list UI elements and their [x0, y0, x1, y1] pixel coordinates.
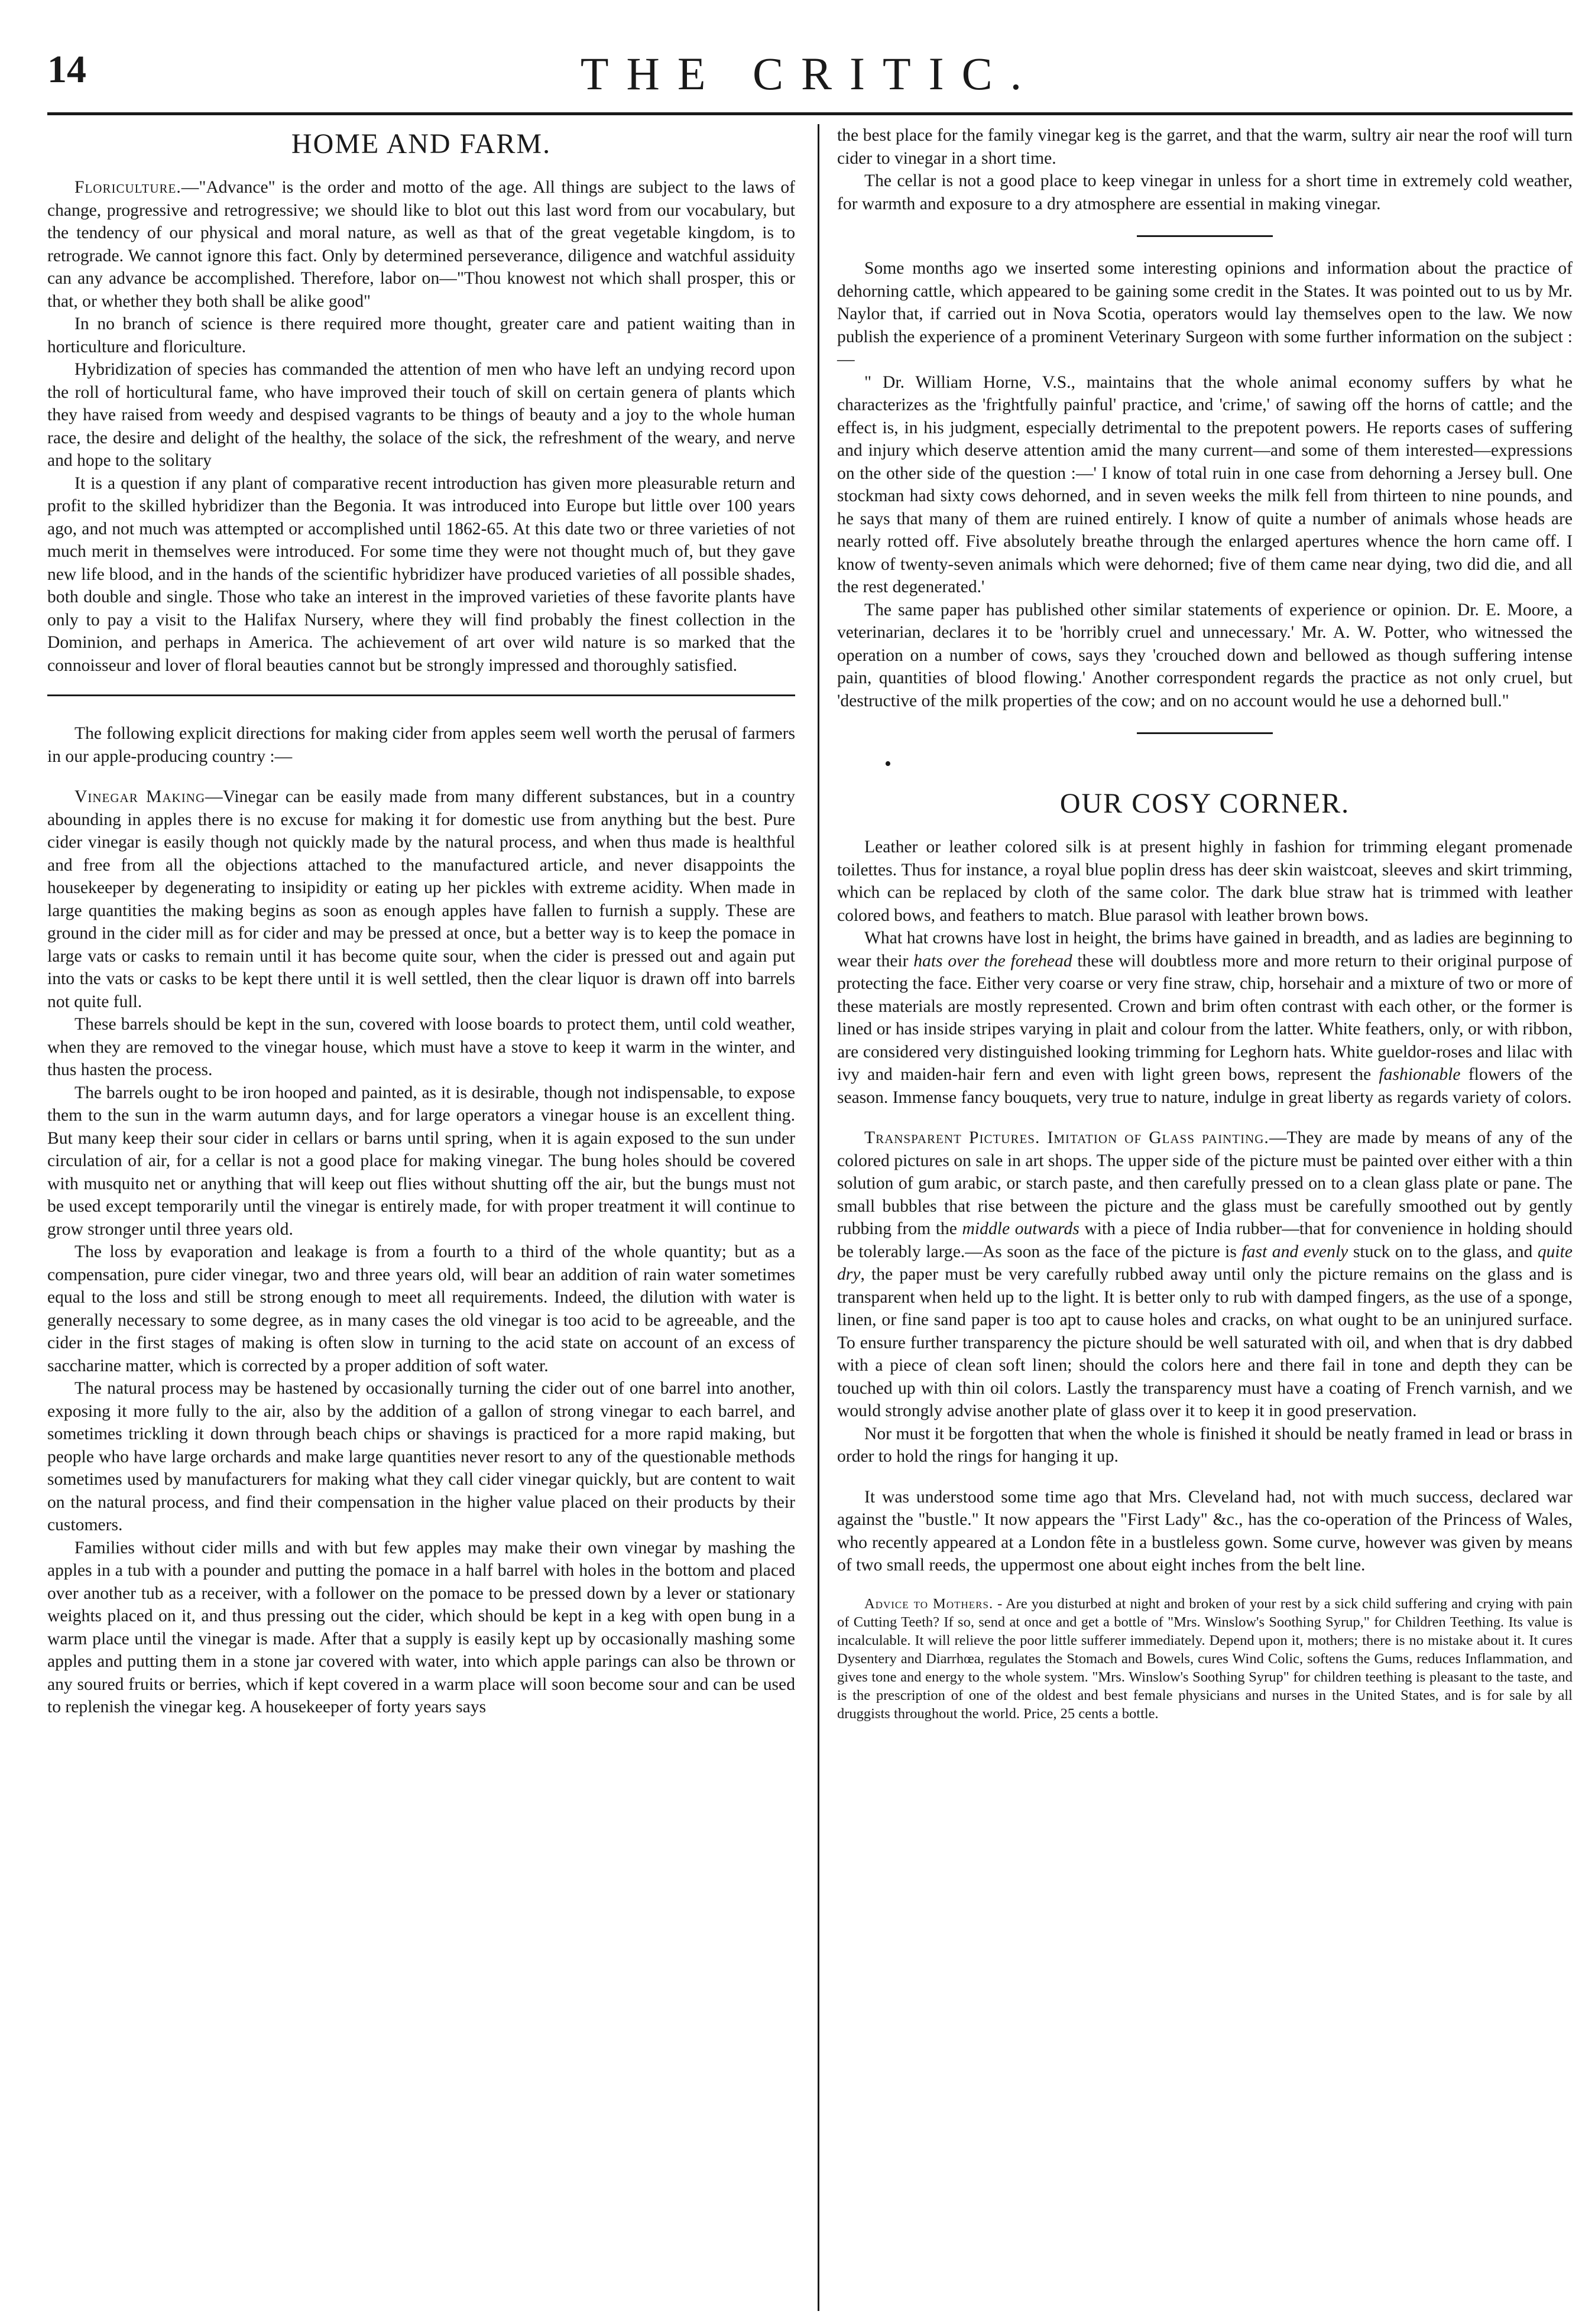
hat-text-b: these will doubtless more and more return to their original purpose of protecting the face. Either very coarse or very fine straw, chip, horsehair and a mixture of two or more of these materials are mostly represented. Crown and brim often contrast with each other, or the former is lined or has inside stripes varying in plait and colour from the latter. White feathers, only, or with ribbon, are considered very distinguished looking trimming for Leghorn hats. White gueldor-roses and lilac with ivy and maiden-hair fern and even with light green bows, represent the	[837, 951, 1573, 1084]
vinegar-families-paragraph: Families without cider mills and with but few apples may make their own vinegar by mashing the apples in a tub with a pounder and putting the pomace in a half barrel with holes in the bottom and placed over another tub as a receiver, with a follower on the pomace to be pressed down by a lever or stationary weights placed on it, and thus pressing out the cider, which should be kept in a keg with open bung in a warm place until the vinegar is made. After that a supply is easily kept up by occasionally mashing some apples and putting them in a stone jar covered with water, into which apple parings can also be thrown or any soured fruits or berries, which if kept covered in a warm place will soon become sour and can be used to replenish the vinegar keg. A housekeeper of forty years says	[47, 1538, 795, 1716]
framing-paragraph: Nor must it be forgotten that when the whole is finished it should be neatly framed in lead or brass in order to hold the rings for hanging it up.	[837, 1424, 1573, 1466]
masthead-title: THE CRITIC.	[580, 48, 1040, 99]
floriculture-text: —"Advance" is the order and motto of the age. All things are subject to the laws of change, progressive and retrogressive; we should like to blot out this last word from our vocabulary, but the tendency of our physical and moral nature, as well as that of the great vegetable kingdom, is to retrograde. We cannot ignore this fact. Only by determined perseverance, diligence and watchful assiduity can any advance be accomplished. Therefore, labor on—"Thou knowest not which shall prosper, this or that, or whether they both shall be alike good"	[47, 178, 795, 311]
hybridization-paragraph: Hybridization of species has commanded the attention of men who have left an undying record upon the roll of horticultural fame, who have improved their touch of skill on certain genera of plants which they have raised from weedy and despised vagrants to be things of beauty and a joy to the whole human race, the desire and delight of the healthy, the solace of the sick, the refreshment of the weary, and nerve and hope to the solitary	[47, 360, 795, 470]
vinegar-barrels-paragraph: These barrels should be kept in the sun, covered with loose boards to protect them, until cold weather, when they are removed to the vinegar house, which must have a stove to keep it warm in the winter, and thus hasten the process.	[47, 1015, 795, 1079]
section-divider	[47, 694, 795, 696]
cosy-corner-heading: OUR COSY CORNER.	[1059, 788, 1350, 819]
transparent-italic-fast: fast and evenly	[1241, 1242, 1348, 1261]
advice-lead: Advice to Mothers.	[864, 1595, 994, 1612]
short-divider	[1137, 235, 1273, 237]
leather-fashion-paragraph: Leather or leather colored silk is at present highly in fashion for trimming elegant promenade toilettes. Thus for instance, a royal blue poplin dress has deer skin waistcoat, sleeves and skirt trimming, which can be replaced by cloth of the same color. The dark blue straw hat is trimmed with leather colored bows, and feathers to match. Blue parasol with leather brown bows.	[837, 838, 1573, 925]
dehorning-intro-paragraph: Some months ago we inserted some interesting opinions and information about the practice of dehorning cattle, which appeared to be gaining some credit in the States. It was pointed out to us by Mr. Naylor that, if carried out in Nova Scotia, operators would lay themselves open to the law. We now publish the experience of a prominent Veterinary Surgeon with some further information on the subject :—	[837, 259, 1573, 369]
cleveland-bustle-paragraph: It was understood some time ago that Mrs. Cleveland had, not with much success, declared war against the "bustle." It now appears the "First Lady" &c., has the co-operation of the Princess of Wales, who recently appeared at a London fête in a bustleless gown. Some curve, however was given by means of two small reeds, the uppermost one about eight inches from the belt line.	[837, 1487, 1573, 1575]
vinegar-natural-process-paragraph: The natural process may be hastened by occasionally turning the cider out of one barrel into another, exposing it more fully to the air, also by the addition of a gallon of strong vinegar to each barrel, and sometimes trickling it down through beach chips or shavings is practiced for a more rapid making, but people who have large orchards and make large quantities never resort to any of the questionable methods sometimes used by manufacturers for making what they call cider vinegar quickly, but are content to wait on the natural process, and find their compensation in the higher value placed on their products by their customers.	[47, 1379, 795, 1534]
vinegar-cellar-paragraph: The cellar is not a good place to keep vinegar in unless for a short time in extremely cold weather, for warmth and exposure to a dry atmosphere are essential in making vinegar.	[837, 171, 1573, 213]
transparent-italic-middle: middle outwards	[962, 1219, 1079, 1238]
hat-italic-fashionable: fashionable	[1379, 1065, 1461, 1084]
transparent-pictures-paragraph	[837, 1127, 1573, 1423]
hat-italic-forehead: hats over the forehead	[913, 951, 1072, 971]
dehorning-moore-paragraph: The same paper has published other similar statements of experience or opinion. Dr. E. Moore, a veterinarian, declares it to be 'horribly cruel and unnecessary.' Mr. A. W. Potter, who witnessed the operation on a number of cows, says they 'crouched down and bellowed as though suffering intense pain, quantities of blood flowing.' Another correspondent regards the practice as not only cruel, but 'destructive of the milk properties of the cow; and on no account would he use a dehorned bull."	[837, 600, 1573, 710]
stray-mark: •	[884, 753, 891, 775]
page-header	[47, 47, 1573, 115]
vinegar-continued-paragraph: the best place for the family vinegar keg is the garret, and that the warm, sultry air near the roof will turn cider to vinegar in a short time.	[837, 126, 1573, 168]
home-and-farm-heading: HOME AND FARM.	[291, 128, 552, 160]
left-column	[47, 124, 813, 2311]
dehorning-horne-paragraph: " Dr. William Horne, V.S., maintains that the whole animal economy suffers by what he characterizes as the 'frightfully painful' practice, and 'crime,' of sawing off the horns of cattle; and the effect is, in his judgment, especially detrimental to the prepotent powers. He reports cases of suffering and injury which deserve attention amid the many current—and some of them interested—expressions on the other side of the question :—' I know of total ruin in one case from dehorning a Jersey bull. One stockman had sixty cows dehorned, and in seven weeks the milk fell from thirteen to nine pounds, and he says that many of them are ruined entirely. I know of quite a number of animals whose heads are nearly rotted off. Five absolutely breathe through the enlarged apertures whence the horn came off. I know of twenty-seven animals which were dehorned; five of them came near dying, two did die, and all the rest degenerated.'	[837, 372, 1573, 596]
horticulture-paragraph: In no branch of science is there required more thought, greater care and patient waiting than in horticulture and floriculture.	[47, 314, 795, 356]
vinegar-making-text: —Vinegar can be easily made from many different substances, but in a country abounding in apples there is no excuse for making it for domestic use from anything but the best. Pure cider vinegar is easily though not quickly made by the natural process, and when thus made is healthful and free from all the objections attached to the manufactured article, and never disappoints the housekeeper by degenerating to insipidity or eating up her pickles with extreme acidity. When made in large quantities the making begins as soon as enough apples have fallen to furnish a supply. These are ground in the cider mill as for cider and may be pressed at once, but a better way is to keep the pomace in large vats or casks to remain until it has become quite sour, when the cider is pressed out and again put into the vats or casks to be kept there until it is well settled, then the clear liquor is drawn off into barrels not quite full.	[47, 787, 795, 1011]
spacer	[47, 768, 795, 786]
transparent-text-a: —They are made by means of any of the colored pictures on sale in art shops. The upper side of the picture must be painted over either with a thin solution of gum arabic, or starch paste, and then carefully pressed on to a clean glass plate or pane. The small bubbles that rise between the picture and the glass must be carefully smoothed out by gently rubbing from the	[837, 1128, 1573, 1238]
advice-advertisement	[837, 1595, 1573, 1723]
hat-text-c: flowers of the season. Immense fancy bouquets, very true to nature, indulge in great liberty as regards variety of colors.	[837, 1065, 1573, 1107]
transparent-text-c: stuck on to the glass, and	[1348, 1242, 1538, 1261]
vinegar-making-lead: Vinegar Making	[74, 787, 206, 806]
spacer	[837, 1468, 1573, 1486]
short-divider	[1137, 732, 1273, 734]
cider-intro: The following explicit directions for making cider from apples seem well worth the perusal of farmers in our apple-producing country :—	[47, 724, 795, 766]
vinegar-making-paragraph	[47, 786, 795, 1013]
floriculture-paragraph	[47, 176, 795, 313]
begonia-paragraph: It is a question if any plant of comparative recent introduction has given more pleasurable return and profit to the skilled hybridizer than the Begonia. It was introduced into Europe but little over 100 years ago, and not much was attempted or accomplished until 1862-65. At this date two or three varieties of not much merit in themselves were introduced. For some time they were not thought much of, but they gave new life blood, and in the hands of the scientific hybridizer have produced varieties of all possible shades, both double and single. Those who take an interest in the improved varieties of these favorite plants have only to pay a visit to the Halifax Nursery, where they will find probably the finest collection in the Dominion, and perhaps in America. The achievement of art over wild nature is so marked that the connoisseur and lover of floral beauties cannot but be strongly impressed and thoroughly satisfied.	[47, 473, 795, 675]
floriculture-lead: Floriculture.	[74, 178, 181, 197]
right-column	[822, 124, 1573, 2311]
hat-text-a: What hat crowns have lost in height, the brims have gained in breadth, and as ladies are beginning to wear their	[837, 929, 1573, 971]
transparent-text-d: , the paper must be very carefully rubbed away until only the picture remains on the glass and is transparent when held up to the light. It is better only to rub with damped fingers, as the use of a sponge, linen, or fine sand paper is too apt to cause holes and cracks, on what ought to be an uninjured surface. To ensure further transparency the picture should be well saturated with oil, and when that is dry dabbed with a piece of clean soft linen; should the colors here and there fail in tone and depth they can be touched up with thin oil colors. Lastly the transparency must have a coating of French varnish, and we would strongly advise another plate of glass over it to keep it in good preservation.	[837, 1265, 1573, 1420]
vinegar-iron-hooped-paragraph: The barrels ought to be iron hooped and painted, as it is desirable, though not indispensable, to expose them to the sun in the warm autumn days, and for large operators a vinegar house is an excellent thing. But many keep their sour cider in cellars or barns until spring, when it is again exposed to the sun under circulation of air, for a cellar is not a good place for making vinegar. The bung holes should be covered with musquito net or anything that will keep out flies without shutting off the air, but the bungs must not be used except temporarily until the vinegar is entirely made, for with proper treatment it will continue to grow stronger until three years old.	[47, 1083, 795, 1239]
advice-text: - Are you disturbed at night and broken of your rest by a sick child suffering and crying with pain of Cutting Teeth? If so, send at once and get a bottle of "Mrs. Winslow's Soothing Syrup," for Children Teething. Its value is incalculable. It will relieve the poor little sufferer immediately. Depend upon it, mothers; there is no mistake about it. It cures Dysentery and Diarrhœa, regulates the Stomach and Bowels, cures Wind Colic, softens the Gums, reduces Inflammation, and gives tone and energy to the whole system. "Mrs. Winslow's Soothing Syrup" for children teething is pleasant to the taste, and is the prescription of one of the oldest and best female physicians and nurses in the United States, and is for sale by all druggists throughout the world. Price, 25 cents a bottle.	[837, 1595, 1573, 1722]
transparent-text-b: with a piece of India rubber—that for convenience in holding should be tolerably large.—As soon as the face of the picture is	[837, 1219, 1573, 1261]
transparent-pictures-lead: Transparent Pictures. Imitation of Glass painting.	[864, 1128, 1269, 1147]
advice-paragraph	[837, 1595, 1573, 1723]
page-number: 14	[47, 48, 86, 91]
column-rule	[818, 124, 819, 2311]
transparent-italic-dry: quite dry	[837, 1242, 1573, 1284]
vinegar-evaporation-paragraph: The loss by evaporation and leakage is from a fourth to a third of the whole quantity; but as a compensation, pure cider vinegar, two and three years old, will bear an addition of rain water sometimes equal to the loss and still be strong enough to meet all requirements. Indeed, the dilution with water is generally necessary to some degree, as in many cases the old vinegar is too acid to be agreeable, and the cider in the first stages of making is often slow in turning to the acid state on account of an excess of saccharine matter, which is corrected by a proper addition of soft water.	[47, 1242, 795, 1375]
hat-crowns-paragraph	[837, 927, 1573, 1109]
spacer	[837, 1577, 1573, 1595]
spacer	[837, 1109, 1573, 1127]
